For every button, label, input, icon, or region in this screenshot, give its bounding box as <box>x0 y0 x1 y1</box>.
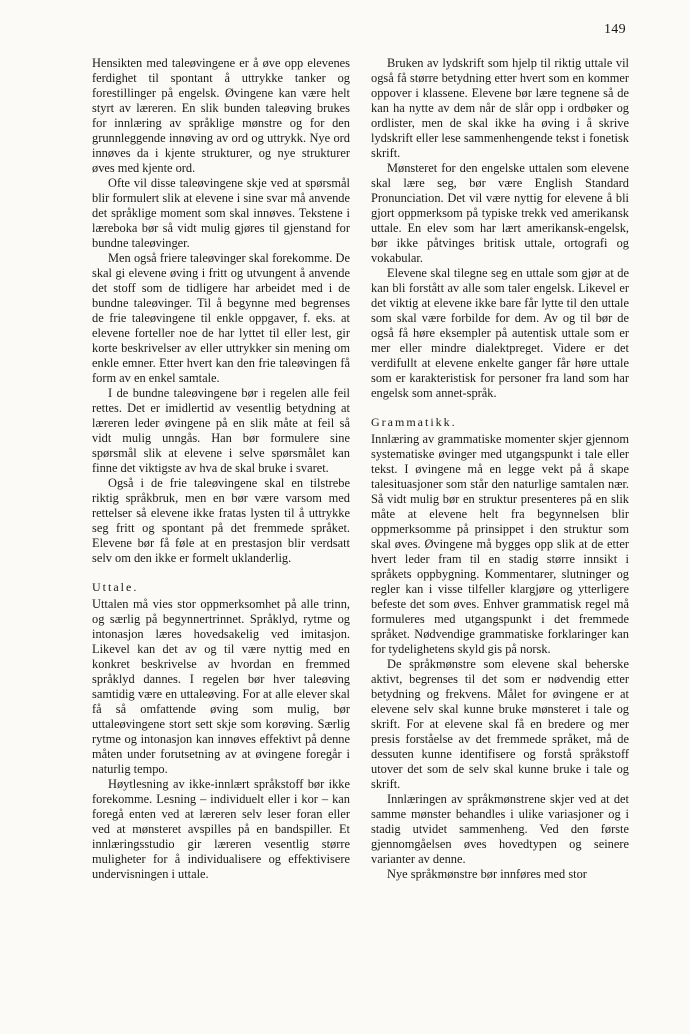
body-paragraph: Innlæring av grammatiske momenter skjer gjennom systematiske øvinger med utgangspunkt i tale eller tekst. I øvingene må en legge vekt på å skape talesituasjoner som står den naturlige samtalen nær. Så vidt mulig bør en struktur presenteres på en slik måte at elevene helt fra begynnelsen blir oppmerksomme på prinsippet i den struktur som skal øves. Øvingene må bygges opp slik at de etter hvert leder fram til en stadig større innsikt i språkets oppbygning. Kommentarer, slutninger og regler kan i visse tilfeller klargjøre og ytterligere befeste det som øves. Enhver grammatisk regel må formuleres med utgangspunkt i det fremmede språket. Nødvendige grammatiske forklaringer kan for tydelighetens skyld gis på norsk. <box>371 432 629 656</box>
body-paragraph: Hensikten med taleøvingene er å øve opp elevenes ferdighet til spontant å uttrykke tanker og forestillinger på engelsk. Øvingene kan være helt styrt av læreren. En slik bunden taleøving brukes for innlæring av språklige mønstre og for den grunnleggende innøving av ord og uttrykk. Nye ord innøves da i kjente strukturer, og nye strukturer øves med kjente ord. <box>92 56 350 175</box>
section-heading: Grammatikk. <box>371 415 457 429</box>
body-paragraph: Også i de frie taleøvingene skal en tilstrebe riktig språkbruk, men en bør være varsom med rettelser så elevene ikke fratas lysten til å uttrykke seg fritt og spontant på det fremmede språket. Elevene bør få føle at en prestasjon blir verdsatt selv om den ikke er formelt uklanderlig. <box>92 476 350 565</box>
body-paragraph: Bruken av lydskrift som hjelp til riktig uttale vil også få større betydning etter hvert som en kommer oppover i klassene. Elevene bør lære tegnene så de kan ha nytte av dem når de slår opp i ordbøker og ordlister, men de skal ikke ha øving i å skrive lydskrift eller lese sammenhengende tekst i fonetisk skrift. <box>371 56 629 160</box>
body-paragraph: I de bundne taleøvingene bør i regelen alle feil rettes. Det er imidlertid av vesentlig betydning at læreren leder øvingene på en slik måte at feil så vidt mulig unngås. Han bør formulere sine spørsmål slik at elevene i selve spørsmålet kan finne det viktigste av hva de skal bruke i svaret. <box>92 386 350 475</box>
body-paragraph: De språkmønstre som elevene skal beherske aktivt, begrenses til det som er nødvendig etter betydning og frekvens. Målet for øvingene er at elevene selv skal kunne bruke mønsteret i tale og skrift. For at elevene skal få en bredere og mer presis forståelse av det fremmede språket, må de dessuten kunne identifisere og forstå språkstoff utover det som de selv skal kunne bruke i tale og skrift. <box>371 657 629 791</box>
body-paragraph: Elevene skal tilegne seg en uttale som gjør at de kan bli forstått av alle som taler engelsk. Likevel er det viktig at elevene ikke bare får lytte til den uttale som skal være forbilde for dem. Av og til bør de også få høre eksempler på autentisk uttale som er mer eller mindre dialektpreget. Videre er det verdifullt at elevene enkelte ganger får høre uttale som er karakteristisk for personer fra land som har engelsk som annet-språk. <box>371 266 629 400</box>
body-paragraph: Ofte vil disse taleøvingene skje ved at spørsmål blir formulert slik at elevene i sine svar må anvende det språklige moment som skal innøves. Tekstene i læreboka bør så vidt mulig gjøres til gjenstand for bundne taleøvinger. <box>92 176 350 250</box>
body-paragraph: Men også friere taleøvinger skal forekomme. De skal gi elevene øving i fritt og utvungent å anvende det stoff som de tidligere har arbeidet med i de bundne taleøvinger. Til å begynne med begrenses de frie taleøvingene til enkle oppgaver, f. eks. at elevene forteller noe de har lyttet til eller lest, gir korte beskrivelser av eller uttrykker sin mening om enkle emner. Etter hvert kan den frie taleøvingen få form av en enkel samtale. <box>92 251 350 385</box>
section-heading: Uttale. <box>92 580 139 594</box>
page-number: 149 <box>604 22 626 37</box>
body-paragraph: Uttalen må vies stor oppmerksomhet på alle trinn, og særlig på begynnertrinnet. Språklyd, rytme og intonasjon læres hovedsakelig ved imitasjon. Likevel kan det av og til være nyttig med en konkret beskrivelse av hvordan en fremmed språklyd dannes. I regelen bør hver taleøving samtidig være en uttaleøving. For at alle elever skal få så omfattende øving som mulig, bør uttaleøvingene stort sett skje som korøving. Særlig rytme og intonasjon kan innøves effektivt på denne måten under forutsetning av at øvingene foregår i naturlig tempo. <box>92 597 350 776</box>
right-column <box>371 56 629 882</box>
body-paragraph: Høytlesning av ikke-innlært språkstoff bør ikke forekomme. Lesning – individuelt eller i kor – kan foregå enten ved at læreren selv leser foran eller ved at mønsteret avspilles på en bandspiller. Et innlæringsstudio gir læreren vesentlig større muligheter for å individualisere og effektivisere undervisningen i uttale. <box>92 777 350 881</box>
body-paragraph: Mønsteret for den engelske uttalen som elevene skal lære seg, bør være English Standard Pronunciation. Det vil være nyttig for elevene å bli gjort oppmerksom på typiske trekk ved amerikansk uttale. En elev som har lært amerikansk-engelsk, bør ikke påtvinges britisk uttale, ortografi og vokabular. <box>371 161 629 265</box>
body-paragraph: Nye språkmønstre bør innføres med stor <box>387 867 587 881</box>
left-column <box>92 56 350 882</box>
body-paragraph: Innlæringen av språkmønstrene skjer ved at det samme mønster behandles i ulike variasjoner og i stadig utvidet sammenheng. Ved den første gjennomgåelsen øves hovedtypen og seinere varianter av denne. <box>371 792 629 866</box>
